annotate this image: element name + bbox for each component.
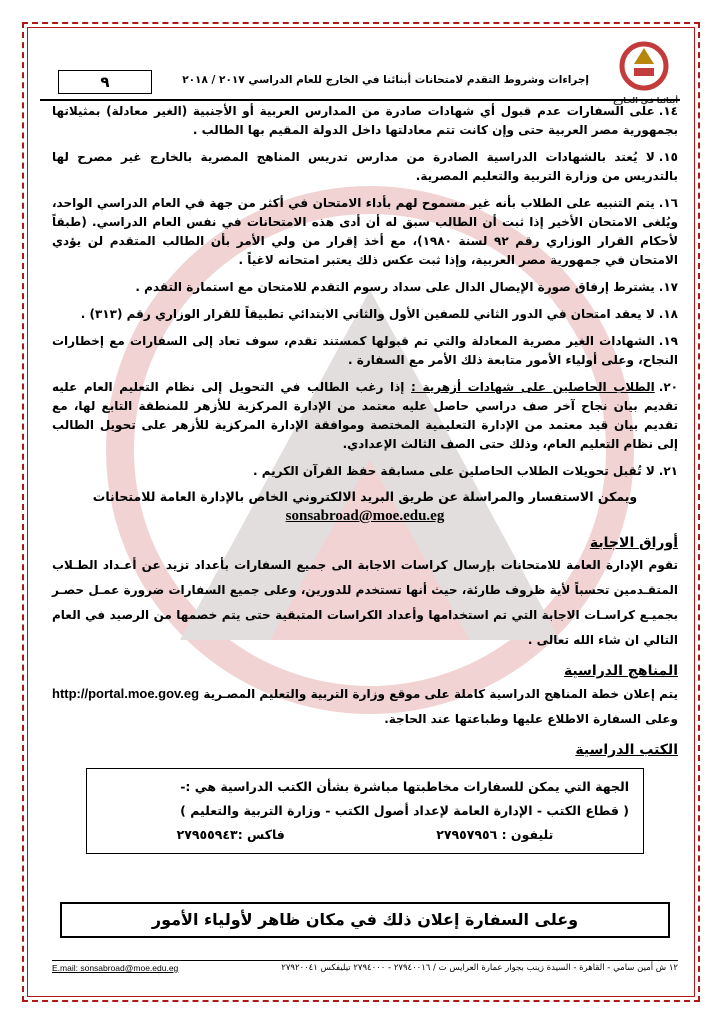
item-text: على السفارات عدم قبول أي شهادات صادرة من المدارس العربية أو الأجنبية (الغير معادلة) بمثيلاتها بجمهورية مصر العربية حتى وإن كانت تتم معادلتها داخل الدولة المقيم بها الطالب . [52,104,678,137]
books-fax: فاكس :٢٧٩٥٥٩٤٣ [176,827,285,842]
list-item [52,332,678,370]
item-number: ٢١. [658,464,678,478]
item-text: لا تُقبل تحويلات الطلاب الحاصلين على مسابقة حفظ القرآن الكريم . [252,464,655,478]
main-content [52,102,678,854]
books-contact-numbers [101,823,629,847]
item-number: ١٩. [658,334,678,348]
item-number: ٢٠. [658,380,678,394]
list-item [52,194,678,270]
books-heading: الكتب الدراسية [575,742,678,758]
item-lead: الطلاب الحاصلين على شهادات أزهرية : [411,380,655,394]
item-number: ١٨. [658,307,678,321]
footer-address: ١٢ ش أمين سامي - القاهرة - السيدة زينب بجوار عمارة العرايس ت / ٢٧٩٤٠٠١٦ - ٢٧٩٤٠٠٠ تيليفكس ٢٧٩٢٠٠٤١ [281,963,678,973]
item-text: يتم التنبيه على الطلاب بأنه غير مسموح لهم بأداء الامتحان في أكثر من جهة في العام الدراسي الواحد، ويُلغى الامتحان الأخير إذا ثبت أن الطالب سبق له أن أدى هذه الامتحانات في نفس العام الدراسي. (طبقاً لأحكام القرار الوزاري رقم ٩٢ لسنة ١٩٨٠)، مع أخذ إقرار من ولي الأمر بأن الطالب المتقدم لن يؤدي الامتحان في جمهورية مصر العربية، وإذا ثبت عكس ذلك يعتبر امتحانه لاغياً . [52,196,679,267]
curricula-text-before: يتم إعلان خطة المناهج الدراسية كاملة على موقع وزارة التربية والتعليم المصـرية [203,687,678,701]
item-text: لا يعقد امتحان في الدور الثاني للصفين الأول والثاني الابتدائي تطبيقاً للقرار الوزاري رقم (٣١٣) . [80,307,655,321]
item-number: ١٧. [658,280,678,294]
list-item [52,278,678,297]
curricula-url-link[interactable]: http://portal.moe.gov.eg [52,686,200,701]
answers-heading: أوراق الاجابة [589,535,678,551]
curricula-heading: المناهج الدراسية [563,663,678,679]
footer-email-link[interactable]: E.mail: sonsabroad@moe.edu.eg [52,963,179,973]
contact-email-link[interactable]: sonsabroad@moe.edu.eg [285,508,445,524]
books-info-box [86,768,644,854]
books-phone: تليفون : ٢٧٩٥٧٩٥٦ [436,827,554,842]
page-title: إجراءات وشروط التقدم لامتحانات أبنائنا في الخارج للعام الدراسي ٢٠١٧ / ٢٠١٨ [182,74,589,86]
item-text: الشهادات الغير مصرية المعادلة والتي تم قبولها كمستند تقدم، سوف تعاد إلى السفارات مع إخطارات النجاح، وعلى أولياء الأمور متابعة ذلك الأمر مع السفارة . [52,334,678,367]
page-number: ٩ [58,70,152,94]
list-item [52,462,678,481]
page-header [40,56,684,105]
footer-divider [52,960,678,961]
list-item [52,148,678,186]
list-item [52,305,678,324]
item-text: إذا رغب الطالب في التحويل إلى نظام التعليم العام عليه تقديم بيان نجاح آخر صف دراسي حاصل عليه معتمد من الإدارة المركزية للأزهر للمنطقة التابع لها، مع تقديم بيان قيد معتمد من الإدارة التعليمية المختصة وموافقة الإدارة المركزية للأزهر على تحويل الطالب إلى نظام التعليم العام، وذلك حتى الصف الثالث الإعدادي. [52,380,678,451]
answers-text: تقوم الإدارة العامة للامتحانات بإرسال كراسات الاجابة الى جميع السفارات بأعداد تزيد عن أعـداد الطـلاب المتقـدمين تحسباً لأية ظروف طارئة، حيث أنها تستخدم للدورين، وعلى جميع السفارات ضرورة عمـل حصـر بجميـع كراسـات الاجابة التي تم استخدامها وأعداد الكراسات المتبقية حتى يتم خصمها من الرصيد في العام التالي ان شاء الله تعالى . [52,558,678,647]
item-text: يشترط إرفاق صورة الإيصال الدال على سداد رسوم التقدم للامتحان مع استمارة التقدم . [135,280,655,294]
logo-caption: أبنائنا في الخارج [612,96,678,105]
item-text: لا يُعتد بالشهادات الدراسية الصادرة من مدارس تدريس المناهج المصرية بالخارج غير مصرح لها بالتدريس من وزارة التربية والتعليم المصرية. [52,150,678,183]
header-divider [40,99,680,101]
notice-banner: وعلى السفارة إعلان ذلك في مكان ظاهر لأولياء الأمور [60,902,670,938]
item-number: ١٤. [658,104,678,118]
list-item [52,378,678,454]
list-item [52,102,678,140]
item-number: ١٦. [658,196,678,210]
curricula-text-after: وعلى السفارة الاطلاع عليها وطباعتها عند الحاجة. [384,712,678,726]
page-footer [52,963,678,973]
item-number: ١٥. [658,150,678,164]
ministry-logo-icon [604,38,684,104]
curricula-text [52,681,678,732]
books-box-line2: ( قطاع الكتب - الإدارة العامة لإعداد أصول الكتب - وزارة التربية والتعليم ) [180,803,629,818]
contact-line: ويمكن الاستفسار والمراسلة عن طريق البريد الالكتروني الخاص بالإدارة العامة للامتحانات [92,489,638,504]
books-box-line1: الجهة التي يمكن للسفارات مخاطبتها مباشرة بشأن الكتب الدراسية هي :- [180,779,629,794]
